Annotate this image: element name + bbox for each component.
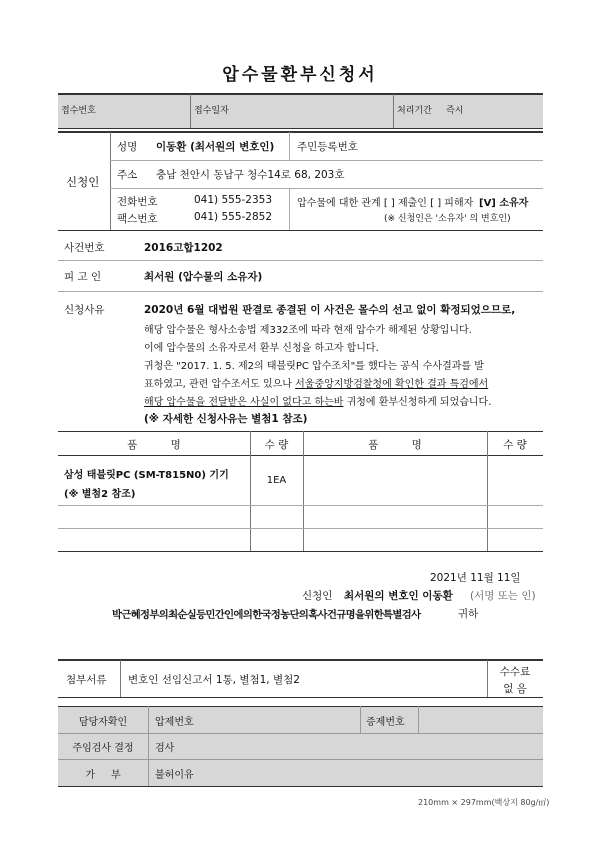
name-value: 이동환 (최서원의 변호인): [156, 141, 275, 153]
reason-line-5: [144, 375, 488, 390]
attachments-label: 첨부서류: [66, 674, 107, 686]
item-1-note: (※ 별첨2 참조): [64, 489, 136, 500]
applicant-sign-name: 최서원의 변호인 이동환: [344, 590, 453, 602]
item-1-name: 삼성 태블릿PC (SM-T815N0) 기기: [64, 470, 229, 481]
approve-deny-label: 가 부: [85, 770, 121, 781]
reason-line-5b: 서울중앙지방검찰청에 확인한 결과 특검에서: [295, 379, 489, 390]
application-date: 2021년 11월 11일: [430, 572, 521, 584]
items-col-qty-2: 수 량: [503, 439, 527, 451]
processing-period-value: 즉시: [446, 106, 464, 116]
recipient: 박근혜정부의최순실등민간인에의한국정농단의혹사건규명을위한특별검사: [112, 609, 421, 621]
phone-value: 041) 555-2353: [194, 194, 273, 206]
item-1-qty: 1EA: [266, 475, 287, 486]
fee-value: 없 음: [503, 683, 527, 695]
reason-line-1: 2020년 6월 대법원 판결로 종결된 이 사건은 몰수의 선고 없이 확정되었으므로,: [144, 304, 516, 316]
defendant-label: 피 고 인: [64, 271, 102, 283]
reason-line-3: 이에 압수물의 소유자로서 환부 신청을 하고자 합니다.: [144, 343, 379, 354]
defendant-value: 최서원 (압수물의 소유자): [144, 271, 263, 283]
items-col-name-2: 품 명: [368, 439, 422, 451]
prosecutor-label: 검사: [155, 743, 175, 754]
relation-note: (※ 신청인은 '소유자' 의 변호인): [384, 214, 511, 224]
processing-period-label: 처리기간: [397, 106, 432, 116]
chief-prosecutor-decision-label: 주임검사 결정: [72, 743, 134, 754]
paper-spec-footer: 210mm × 297mm(백상지 80g/㎡): [418, 798, 550, 807]
applicant-section-label: 신청인: [66, 175, 100, 189]
phone-label: 전화번호: [117, 196, 158, 208]
evidence-number-label: 증제번호: [366, 717, 405, 728]
case-number-label: 사건번호: [64, 242, 105, 254]
items-col-name: 품 명: [127, 439, 181, 451]
reason-line-6: [144, 393, 491, 408]
fee-label: 수수료: [499, 666, 531, 678]
receipt-date-label: 접수일자: [194, 106, 229, 116]
seizure-number-label: 압제번호: [155, 717, 194, 728]
attachments-value: 변호인 선임신고서 1통, 별첨1, 별첨2: [128, 674, 300, 686]
receipt-row: [58, 94, 543, 128]
fax-value: 041) 555-2852: [194, 211, 273, 223]
reason-line-2: 해당 압수물은 형사소송법 제332조에 따라 현재 압수가 해제된 상황입니다.: [144, 325, 472, 336]
address-label: 주소: [117, 169, 138, 181]
address-value: 충남 천안시 동남구 청수14로 68, 203호: [156, 169, 345, 181]
reason-line-6b: 귀청에 환부신청하게 되었습니다.: [343, 397, 492, 408]
sign-or-seal-note: (서명 또는 인): [470, 590, 536, 602]
handler-check-label: 담당자확인: [78, 717, 128, 728]
name-label: 성명: [117, 141, 138, 153]
relation-owner-checked: [V] 소유자: [479, 198, 529, 209]
receipt-number-label: 접수번호: [61, 106, 96, 116]
reason-line-7: (※ 자세한 신청사유는 별첨1 참조): [144, 413, 308, 425]
denial-reason-label: 불허이유: [155, 770, 194, 781]
reason-label: 신청사유: [64, 304, 105, 316]
page-title: 압수물환부신청서: [222, 65, 378, 85]
rrn-label: 주민등록번호: [297, 141, 358, 153]
fax-label: 팩스번호: [117, 213, 158, 225]
items-col-qty: 수 량: [264, 439, 289, 451]
reason-line-4: 귀청은 "2017. 1. 5. 제2의 태블릿PC 압수조치"를 했다는 공식 수사결과를 발: [144, 361, 484, 372]
applicant-sign-label: 신청인: [302, 590, 333, 602]
case-number-value: 2016고합1202: [144, 242, 223, 254]
recipient-honorific: 귀하: [458, 608, 479, 620]
reason-line-5a: 표하였고, 관련 압수조서도 있으나: [144, 379, 296, 390]
relation-text: 압수물에 대한 관계 [ ] 제출인 [ ] 피해자: [297, 198, 474, 209]
reason-line-6a: 해당 압수물을 전달받은 사실이 없다고 하는바: [144, 397, 344, 408]
